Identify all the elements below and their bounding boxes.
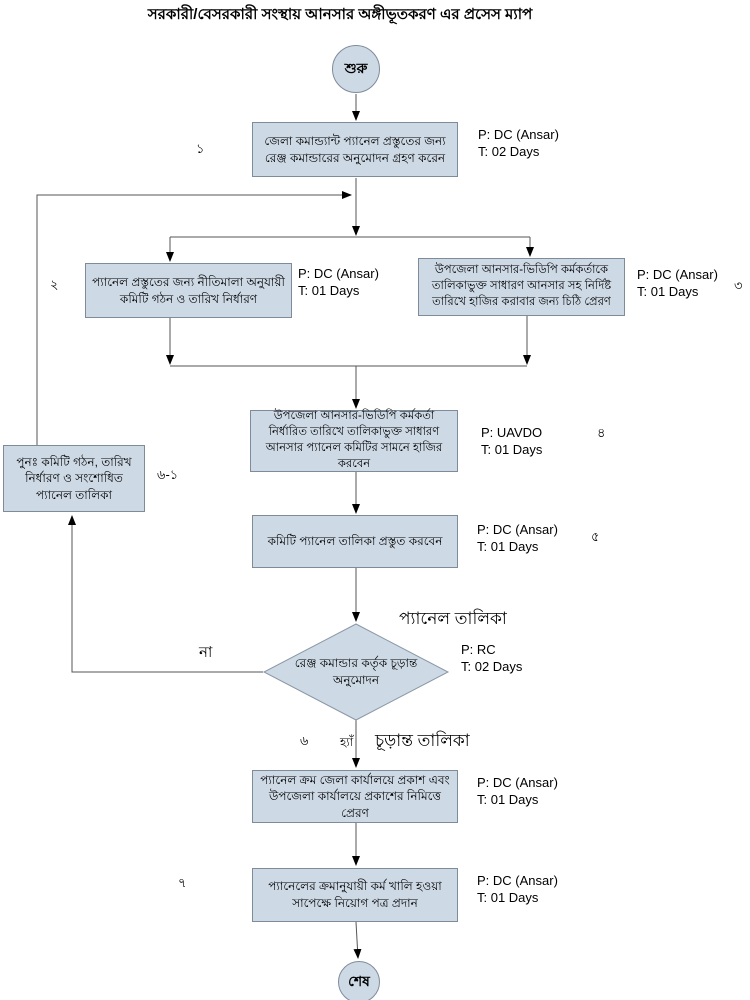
start-terminator: শুরু <box>332 45 380 93</box>
step3-note-time: T: 01 Days <box>637 284 699 300</box>
connector-step7-to-end <box>356 922 358 958</box>
decision-no-label: না <box>199 644 213 661</box>
step6-note <box>477 774 558 808</box>
step4-number: ৪ <box>597 425 606 440</box>
decision-note <box>461 641 522 675</box>
step4-note-time: T: 01 Days <box>481 442 543 458</box>
step2-number: ২ <box>50 277 59 292</box>
step7-note-performer: P: DC (Ansar) <box>477 873 558 888</box>
end-terminator: শেষ <box>338 961 380 1000</box>
page-title: সরকারী/বেসরকারী সংস্থায় আনসার অঙ্গীভূতকরণ এর প্রসেস ম্যাপ <box>147 6 533 23</box>
step3-note <box>637 266 718 300</box>
step1-note-time: T: 02 Days <box>478 144 540 160</box>
step4-note <box>481 424 542 458</box>
step2-note-performer: P: DC (Ansar) <box>298 266 379 281</box>
step6-box: প্যানেল ক্রম জেলা কার্যালয়ে প্রকাশ এবং উপজেলা কার্যালয়ে প্রকাশের নিমিত্তে প্রেরণ <box>252 770 458 823</box>
step2-box: প্যানেল প্রস্তুতের জন্য নীতিমালা অনুযায়ী কমিটি গঠন ও তারিখ নির্ধারণ <box>85 263 292 318</box>
step3-box: উপজেলা আনসার-ভিডিপি কর্মকর্তাকে তালিকাভুক্ত সাধারণ আনসার সহ নির্দিষ্ট তারিখে হাজির করাবার জন্য চিঠি প্রেরণ <box>418 258 625 316</box>
step6-note-time: T: 01 Days <box>477 792 539 808</box>
decision-note-performer: P: RC <box>461 642 496 657</box>
step5-note-performer: P: DC (Ansar) <box>477 522 558 537</box>
step4-box: উপজেলা আনসার-ভিডিপি কর্মকর্তা নির্ধারিত তারিখে তালিকাভুক্ত সাধারণ আনসার প্যানেল কমিটির সামনে হাজির করবেন <box>250 410 458 472</box>
step2-note-time: T: 01 Days <box>298 283 360 299</box>
step7-box: প্যানেলের ক্রমানুযায়ী কর্ম খালি হওয়া সাপেক্ষে নিয়োগ পত্র প্রদান <box>252 868 458 922</box>
rework-number: ৬-১ <box>157 467 179 482</box>
connector-decision-no-to-rework <box>72 516 263 672</box>
step7-note <box>477 872 558 906</box>
step4-note-performer: P: UAVDO <box>481 425 543 440</box>
step3-note-performer: P: DC (Ansar) <box>637 267 718 282</box>
decision-diamond-text: রেঞ্জ কমান্ডার কর্তৃক চূড়ান্ত অনুমোদন <box>294 656 418 687</box>
step7-note-time: T: 01 Days <box>477 890 539 906</box>
step1-note <box>478 126 559 160</box>
final-list-label: চূড়ান্ত তালিকা <box>375 731 470 750</box>
step7-number: ৭ <box>178 875 187 890</box>
step3-number: ৩ <box>734 278 743 293</box>
step2-note <box>298 265 379 299</box>
step5-note-time: T: 01 Days <box>477 539 539 555</box>
step5-number: ৫ <box>591 529 600 544</box>
panel-list-label: প্যানেল তালিকা <box>399 609 507 628</box>
step5-box: কমিটি প্যানেল তালিকা প্রস্তুত করবেন <box>252 515 458 568</box>
step1-number: ১ <box>196 141 205 156</box>
step1-note-performer: P: DC (Ansar) <box>478 127 559 142</box>
step1-box: জেলা কমান্ড্যান্ট প্যানেল প্রস্তুতের জন্য রেঞ্জ কমান্ডারের অনুমোদন গ্রহণ করেন <box>252 122 458 177</box>
rework-box: পুনঃ কমিটি গঠন, তারিখ নির্ধারণ ও সংশোধিত প্যানেল তালিকা <box>3 445 145 512</box>
decision-yes-label: হ্যাঁ <box>340 735 354 749</box>
decision-number: ৬ <box>300 733 309 748</box>
step5-note <box>477 521 558 555</box>
decision-note-time: T: 02 Days <box>461 659 523 675</box>
step6-note-performer: P: DC (Ansar) <box>477 775 558 790</box>
